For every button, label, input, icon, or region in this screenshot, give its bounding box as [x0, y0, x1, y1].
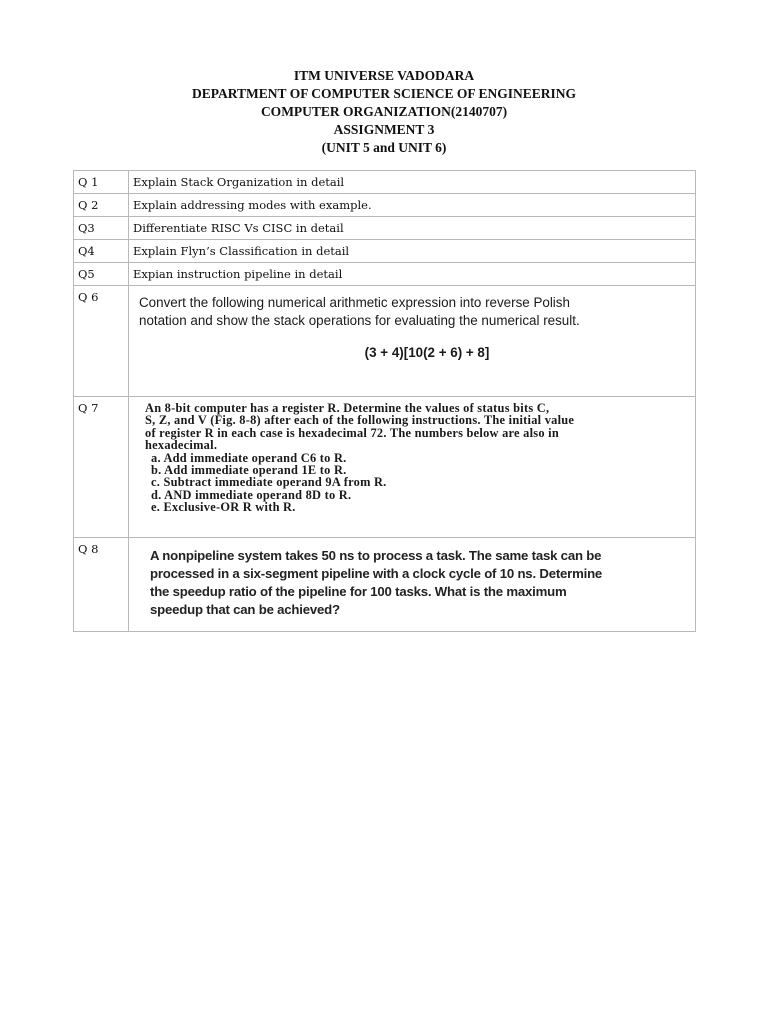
question-line: notation and show the stack operations for evaluating the numerical result. [139, 313, 580, 328]
pasted-question-image [129, 286, 695, 362]
question-number: Q4 [74, 240, 129, 263]
option-item: c. Subtract immediate operand 9A from R. [151, 475, 387, 490]
question-text: Differentiate RISC Vs CISC in detail [129, 217, 696, 240]
question-text: Expian instruction pipeline in detail [129, 263, 696, 286]
questions-table [73, 170, 696, 632]
question-line: Convert the following numerical arithmetic expression into reverse Polish [139, 295, 570, 310]
question-text: Explain Stack Organization in detail [129, 171, 696, 194]
question-content [129, 538, 696, 632]
document-header [0, 67, 768, 157]
question-number: Q 7 [74, 397, 129, 538]
table-row [74, 194, 696, 217]
table-row [74, 240, 696, 263]
table-row [74, 538, 696, 632]
option-item: b. Add immediate operand 1E to R. [151, 463, 347, 478]
question-line: speedup that can be achieved? [150, 602, 340, 617]
question-number: Q 1 [74, 171, 129, 194]
pasted-question-image [129, 397, 695, 514]
question-line: the speedup ratio of the pipeline for 100 tasks. What is the maximum [150, 584, 567, 599]
option-item: a. Add immediate operand C6 to R. [151, 450, 347, 465]
pasted-question-image [129, 538, 695, 619]
unit-range: (UNIT 5 and UNIT 6) [321, 140, 447, 155]
question-text: Explain addressing modes with example. [129, 194, 696, 217]
question-line: of register R in each case is hexadecimal 72. The numbers below are also in [145, 425, 559, 440]
table-row [74, 217, 696, 240]
institute-name: ITM UNIVERSE VADODARA [293, 68, 475, 83]
question-line: hexadecimal. [145, 438, 218, 453]
question-number: Q 8 [74, 538, 129, 632]
assignment-title: ASSIGNMENT 3 [333, 122, 435, 137]
question-line: S, Z, and V (Fig. 8-8) after each of the following instructions. The initial value [145, 413, 575, 428]
table-row [74, 263, 696, 286]
question-text: Explain Flyn’s Classification in detail [129, 240, 696, 263]
question-line: A nonpipeline system takes 50 ns to process a task. The same task can be [150, 548, 602, 563]
question-number: Q3 [74, 217, 129, 240]
department-name: DEPARTMENT OF COMPUTER SCIENCE OF ENGINEERING [192, 86, 576, 101]
table-row [74, 397, 696, 538]
table-row [74, 286, 696, 397]
question-content [129, 397, 696, 538]
option-item: e. Exclusive-OR R with R. [151, 500, 296, 515]
question-line: processed in a six-segment pipeline with a clock cycle of 10 ns. Determine [150, 566, 603, 581]
course-name: COMPUTER ORGANIZATION(2140707) [260, 104, 508, 119]
question-number: Q 2 [74, 194, 129, 217]
question-content [129, 286, 696, 397]
question-number: Q 6 [74, 286, 129, 397]
option-item: d. AND immediate operand 8D to R. [151, 487, 352, 502]
question-line: An 8-bit computer has a register R. Determine the values of status bits C, [145, 401, 550, 415]
question-number: Q5 [74, 263, 129, 286]
table-row [74, 171, 696, 194]
arithmetic-expression: (3 + 4)[10(2 + 6) + 8] [364, 345, 490, 360]
